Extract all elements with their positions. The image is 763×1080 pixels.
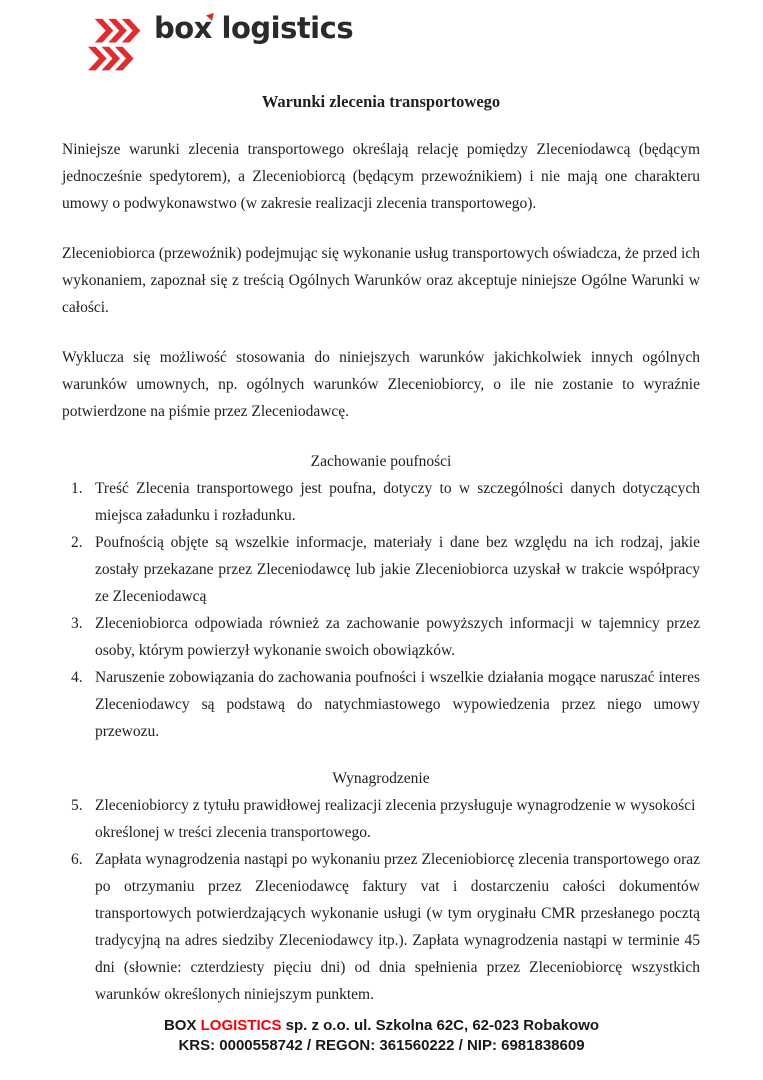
list-item-text: Naruszenie zobowiązania do zachowania poufności i wszelkie działania mogące naruszać interes Zleceniodawcy są podstawą do natychmiastowego wypowiedzenia przez niego umowy przewozu. [95,669,700,740]
section-heading-confidentiality: Zachowanie poufności [310,453,452,470]
list-item [62,610,700,664]
remuneration-list [62,792,700,1008]
logo-word-box [154,11,212,45]
confidentiality-list [62,475,700,745]
page-footer [0,1016,763,1056]
footer-company-highlight: LOGISTICS [200,1017,282,1034]
list-item-number: 5. [71,797,83,814]
list-item-number: 4. [71,669,83,686]
list-item-number: 3. [71,615,83,632]
footer-registry-line: KRS: 0000558742 / REGON: 361560222 / NIP: 6981838609 [178,1037,585,1054]
list-item [62,664,700,745]
list-item-text: Poufnością objęte są wszelkie informacje, materiały i dane bez względu na ich rodzaj, jakie zostały przekazane przez Zleceniodawcę lub jakie Zleceniobiorca uzyskał w trakcie współpracy ze Zleceniodawcą [95,534,700,605]
footer-company-prefix: BOX [163,1017,201,1034]
list-item-text: Treść Zlecenia transportowego jest poufna, dotyczy to w szczególności danych dotyczących miejsca załadunku i rozładunku. [95,480,700,524]
list-item [62,475,700,529]
logo-chevrons-icon [88,14,142,76]
intro-paragraph-2: Zleceniobiorca (przewoźnik) podejmując się wykonanie usług transportowych oświadcza, że przed ich wykonaniem, zapoznał się z treścią Ogólnych Warunków oraz akceptuje niniejsze Ogólne Warunki w całości. [62,245,700,316]
intro-paragraph-1: Niniejsze warunki zlecenia transportowego określają relację pomiędzy Zleceniodawcą (będącym jednocześnie spedytorem), a Zleceniobiorcą (będącym przewoźnikiem) i nie mają one charakteru umowy o podwykonawstwo (w zakresie realizacji zlecenia transportowego). [62,141,700,212]
footer-company-suffix: sp. z o.o. ul. Szkolna 62C, 62-023 Robakowo [281,1017,600,1034]
document-title: Warunki zlecenia transportowego [261,92,501,111]
section-heading-remuneration: Wynagrodzenie [332,770,430,787]
list-item-text: Zleceniobiorca odpowiada również za zachowanie powyższych informacji w tajemnicy przez osoby, którym powierzył wykonanie swoich obowiązków. [95,615,700,659]
logo-accent-mark-icon [206,13,216,22]
list-item [62,529,700,610]
list-item-text: Zapłata wynagrodzenia nastąpi po wykonaniu przez Zleceniobiorcę zlecenia transportowego oraz po otrzymaniu przez Zleceniodawcę faktury vat i dostarczeniu całości dokumentów transportowych potwierdzających wykonanie usługi (w tym oryginału CMR przesłanego pocztą tradycyjną na adres siedziby Zleceniodawcy itp.). Zapłata wynagrodzenia nastąpi w terminie 45 dni (słownie: czterdziesty pięciu dni) od dnia spełnienia przez Zleceniobiorcę wszystkich warunków określonych niniejszym punktem. [95,851,700,1003]
list-item-number: 2. [71,534,83,551]
list-item [62,792,700,846]
logo-word-logistics [221,11,354,45]
list-item-number: 1. [71,480,83,497]
document-body [0,92,763,1008]
footer-company-line [0,1016,763,1036]
logo-word-logistics-label: logistics [221,11,354,45]
logo [0,0,763,76]
list-item-number: 6. [71,851,83,868]
intro-paragraph-3: Wyklucza się możliwość stosowania do niniejszych warunków jakichkolwiek innych ogólnych warunków umownych, np. ogólnych warunków Zleceniobiorcy, o ile nie zostanie to wyraźnie potwierdzone na piśmie przez Zleceniodawcę. [62,349,700,420]
logo-wordmark [154,11,354,45]
list-item [62,846,700,1008]
list-item-text: Zleceniobiorcy z tytułu prawidłowej realizacji zlecenia przysługuje wynagrodzenie w wysokości określonej w treści zlecenia transportowego. [95,797,696,841]
logo-word-box-label: box [154,11,212,45]
